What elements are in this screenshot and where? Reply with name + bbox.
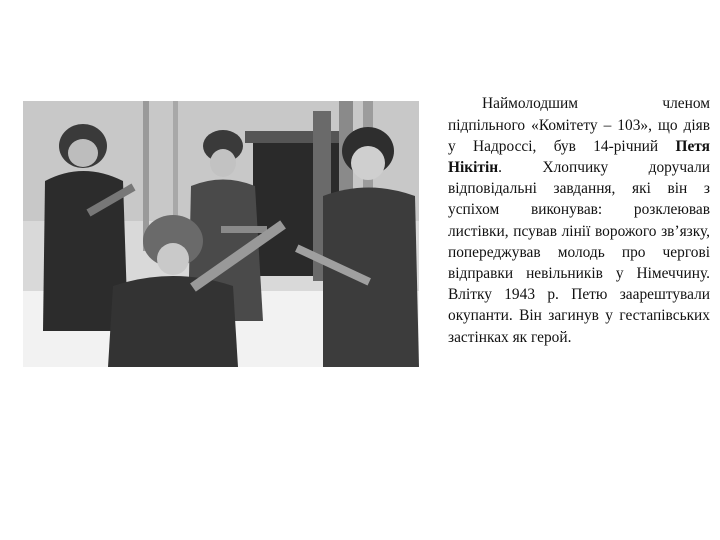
photo-illustration	[23, 101, 419, 367]
photo-boys-with-toy-rifles	[23, 101, 419, 367]
text-segment-2: . Хлопчику доручали відповідальні завдання, які він з успіхом виконував: розклеював листівки, псував лінії ворожого зв’язку, попереджував молодь про чергові відправки невільників у Німеччину. Влітку 1943 р. Петю заарештували окупанти. Він загинув у гестапівських застінках як герой.	[448, 159, 710, 346]
biography-text	[448, 93, 710, 347]
text-segment-1: Наймолодшим членом підпільного «Комітету – 103», що діяв у Надроссі, був 14-річний	[448, 95, 710, 155]
name-bold: Петя Нікітін	[448, 137, 710, 176]
